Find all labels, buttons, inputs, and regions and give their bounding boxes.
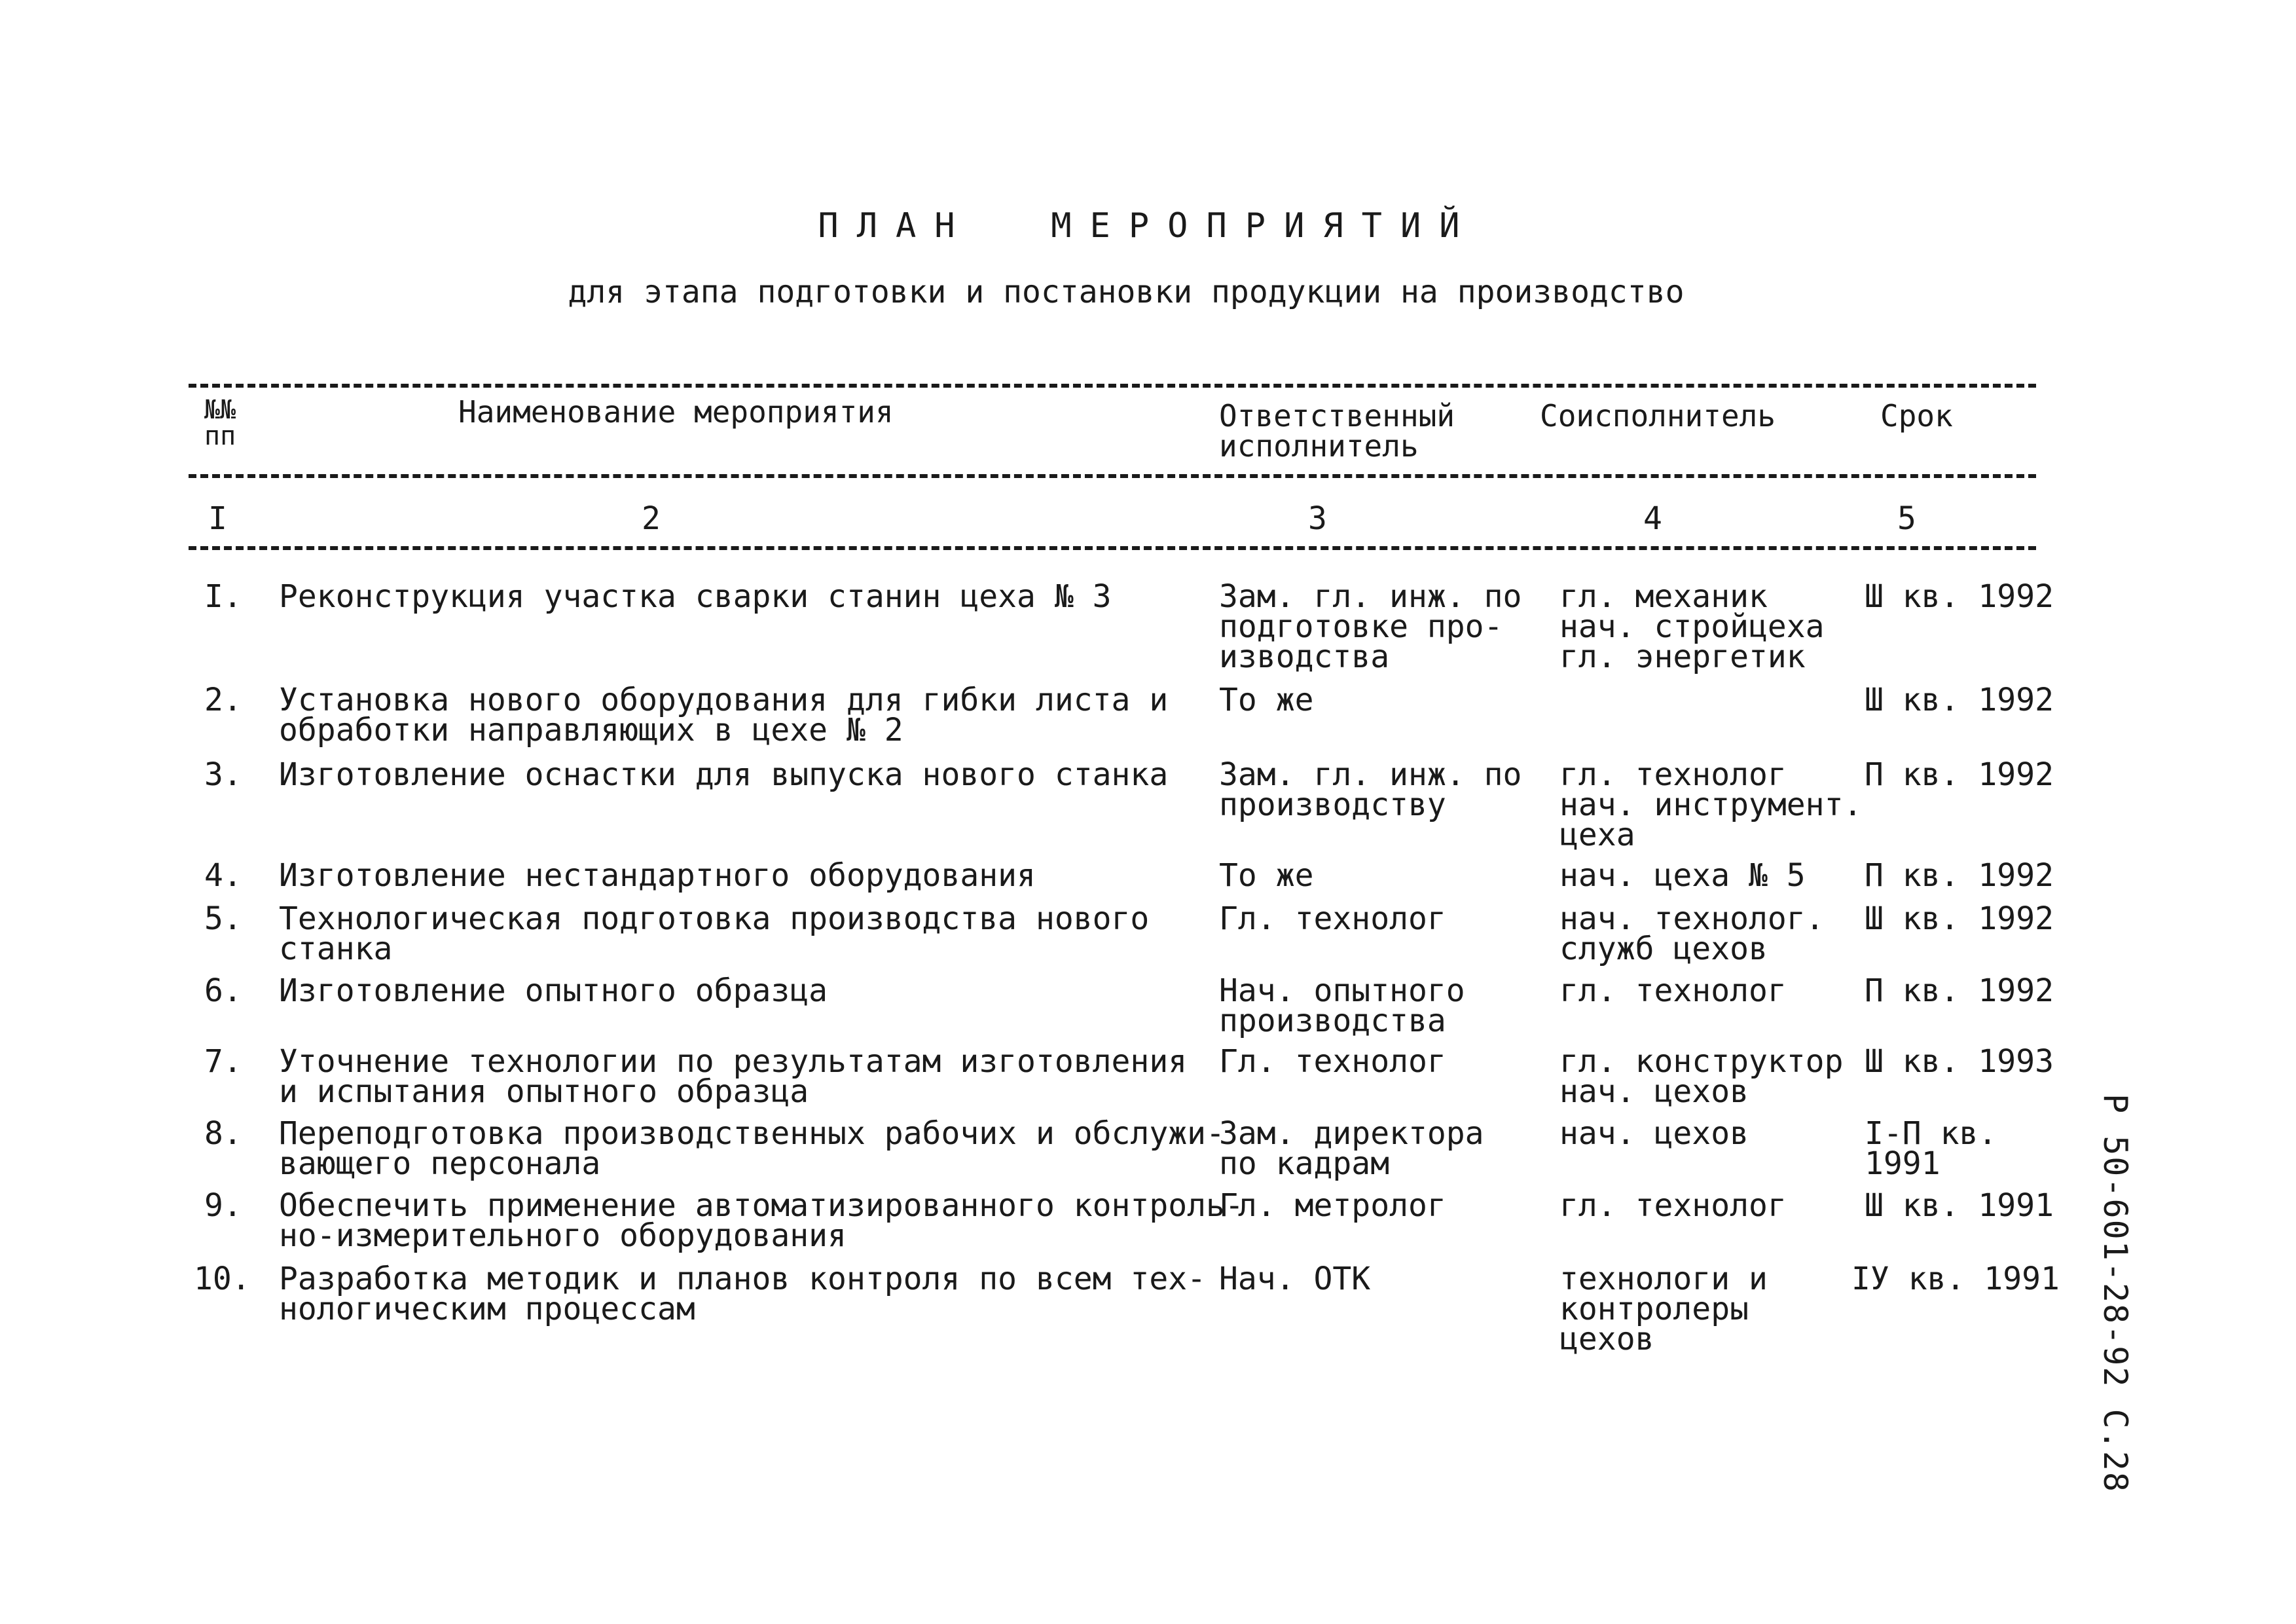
row-responsible: Гл. метролог (1219, 1187, 1446, 1224)
row-coexecutor: гл. механик нач. стройцеха гл. энергетик (1559, 578, 1825, 675)
document-title: ПЛАН МЕРОПРИЯТИЙ (818, 206, 1478, 246)
row-number: 7. (204, 1043, 242, 1080)
row-coexecutor: нач. цехов (1559, 1115, 1749, 1152)
header-term: Срок (1880, 398, 1953, 434)
row-activity-name: Разработка методик и планов контроля по всем тех- нологическим процессам (279, 1261, 1207, 1327)
row-responsible: Гл. технолог (1219, 900, 1446, 937)
column-number-5: 5 (1897, 500, 1916, 537)
row-activity-name: Уточнение технологии по результатам изготовления и испытания опытного образца (279, 1043, 1188, 1110)
row-number: 9. (204, 1187, 242, 1224)
header-num: №№ пп (204, 395, 236, 451)
row-responsible: Зам. гл. инж. по производству (1219, 756, 1522, 823)
row-responsible: Зам. гл. инж. по подготовке про- изводства (1219, 578, 1522, 675)
table-top-rule (189, 384, 2036, 388)
row-responsible: Нач. опытного производства (1219, 972, 1465, 1039)
row-coexecutor: нач. цеха № 5 (1559, 857, 1806, 894)
row-number: 4. (204, 857, 242, 894)
header-responsible: Ответственный исполнитель (1219, 398, 1455, 464)
row-activity-name: Переподготовка производственных рабочих и обслужи- вающего персонала (279, 1115, 1225, 1182)
column-number-2: 2 (642, 500, 661, 537)
row-activity-name: Изготовление нестандартного оборудования (279, 857, 1036, 894)
row-coexecutor: гл. технолог (1559, 972, 1787, 1009)
column-number-4: 4 (1643, 500, 1662, 537)
header-bottom-rule (189, 474, 2036, 478)
row-coexecutor: гл. технолог нач. инструмент. цеха (1559, 756, 1863, 853)
row-activity-name: Изготовление опытного образца (279, 972, 828, 1009)
document-subtitle: для этапа подготовки и постановки продукции на производство (568, 274, 1685, 310)
row-activity-name: Технологическая подготовка производства нового станка (279, 900, 1150, 967)
row-activity-name: Обеспечить применение автоматизированного контроль- но-измерительного оборудования (279, 1187, 1244, 1254)
row-term: П кв. 1992 (1865, 972, 2054, 1009)
row-responsible: То же (1219, 682, 1314, 718)
row-number: 2. (204, 682, 242, 718)
header-name: Наименование мероприятия (458, 394, 894, 430)
column-number-1: I (208, 500, 227, 537)
row-responsible: Зам. директора по кадрам (1219, 1115, 1484, 1182)
column-number-3: 3 (1308, 500, 1327, 537)
row-number: 8. (204, 1115, 242, 1152)
row-term: Ш кв. 1992 (1865, 682, 2054, 718)
row-number: 6. (204, 972, 242, 1009)
row-term: П кв. 1992 (1865, 756, 2054, 793)
row-responsible: То же (1219, 857, 1314, 894)
row-coexecutor: нач. технолог. служб цехов (1559, 900, 1825, 967)
row-number: 10. (194, 1261, 251, 1297)
row-activity-name: Установка нового оборудования для гибки листа и обработки направляющих в цехе № 2 (279, 682, 1169, 748)
row-responsible: Гл. технолог (1219, 1043, 1446, 1080)
row-coexecutor: гл. технолог (1559, 1187, 1787, 1224)
row-number: I. (204, 578, 242, 615)
row-term: Ш кв. 1992 (1865, 900, 2054, 937)
row-term: I-П кв. 1991 (1865, 1115, 1997, 1182)
column-number-rule (189, 546, 2036, 550)
row-coexecutor: технологи и контролеры цехов (1559, 1261, 1768, 1357)
row-number: 5. (204, 900, 242, 937)
row-term: IУ кв. 1991 (1851, 1261, 2060, 1297)
row-number: 3. (204, 756, 242, 793)
row-term: Ш кв. 1991 (1865, 1187, 2054, 1224)
row-coexecutor: гл. конструктор нач. цехов (1559, 1043, 1844, 1110)
row-activity-name: Изготовление оснастки для выпуска нового станка (279, 756, 1169, 793)
row-term: П кв. 1992 (1865, 857, 2054, 894)
document-code-stamp: Р 50-601-28-92 С.28 (2096, 1094, 2134, 1493)
row-term: Ш кв. 1992 (1865, 578, 2054, 615)
header-coexecutor: Соисполнитель (1540, 398, 1776, 434)
row-responsible: Нач. ОТК (1219, 1261, 1371, 1297)
row-term: Ш кв. 1993 (1865, 1043, 2054, 1080)
row-activity-name: Реконструкция участка сварки станин цеха № 3 (279, 578, 1112, 615)
